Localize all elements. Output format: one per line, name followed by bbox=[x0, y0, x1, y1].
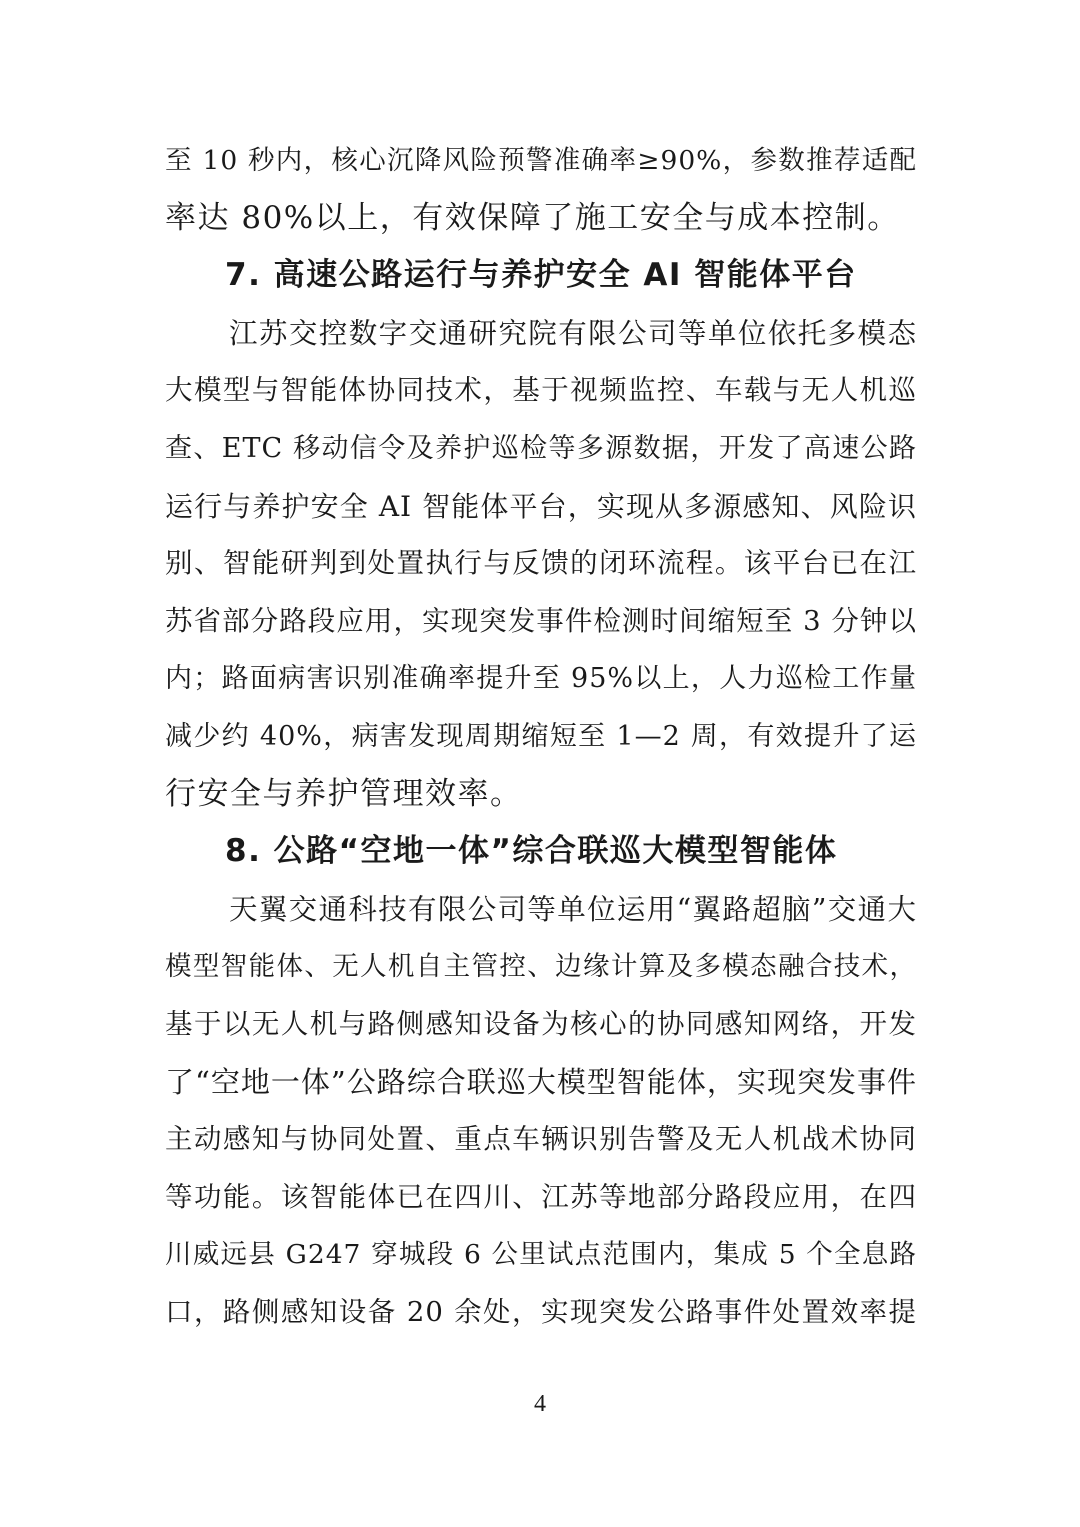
paragraph-line: 天翼交通科技有限公司等单位运用“翼路超脑”交通大 bbox=[229, 892, 917, 926]
paragraph-line: 模型智能体、无人机自主管控、边缘计算及多模态融合技术， bbox=[165, 951, 917, 983]
section-heading-8: 8. 公路“空地一体”综合联巡大模型智能体 bbox=[225, 833, 838, 870]
paragraph-line: 至 10 秒内，核心沉降风险预警准确率≥90%，参数推荐适配 bbox=[165, 145, 917, 176]
paragraph-line: 行安全与养护管理效率。 bbox=[165, 775, 523, 812]
paragraph-line: 查、ETC 移动信令及养护巡检等多源数据，开发了高速公路 bbox=[165, 432, 917, 464]
page-number: 4 bbox=[534, 1391, 546, 1417]
paragraph-line: 主动感知与协同处置、重点车辆识别告警及无人机战术协同 bbox=[165, 1123, 917, 1156]
paragraph-line: 川威远县 G247 穿城段 6 公里试点范围内，集成 5 个全息路 bbox=[165, 1239, 917, 1271]
paragraph-line: 江苏交控数字交通研究院有限公司等单位依托多模态 bbox=[229, 316, 917, 350]
paragraph-line: 口，路侧感知设备 20 余处，实现突发公路事件处置效率提 bbox=[165, 1295, 917, 1328]
paragraph-line: 减少约 40%，病害发现周期缩短至 1—2 周，有效提升了运 bbox=[165, 720, 917, 752]
paragraph-line: 等功能。该智能体已在四川、江苏等地部分路段应用，在四 bbox=[165, 1180, 917, 1213]
paragraph-line: 内；路面病害识别准确率提升至 95%以上，人力巡检工作量 bbox=[165, 663, 917, 695]
paragraph-line: 率达 80%以上，有效保障了施工安全与成本控制。 bbox=[165, 199, 900, 236]
paragraph-line: 基于以无人机与路侧感知设备为核心的协同感知网络，开发 bbox=[165, 1007, 917, 1040]
paragraph-line: 苏省部分路段应用，实现突发事件检测时间缩短至 3 分钟以 bbox=[165, 604, 917, 637]
paragraph-line: 别、智能研判到处置执行与反馈的闭环流程。该平台已在江 bbox=[165, 547, 917, 580]
paragraph-line: 运行与养护安全 AI 智能体平台，实现从多源感知、风险识 bbox=[165, 489, 917, 523]
document-body bbox=[165, 132, 917, 1341]
paragraph-line: 了“空地一体”公路综合联巡大模型智能体，实现突发事件 bbox=[165, 1064, 917, 1099]
section-heading-7: 7. 高速公路运行与养护安全 AI 智能体平台 bbox=[225, 257, 857, 294]
paragraph-line: 大模型与智能体协同技术，基于视频监控、车载与无人机巡 bbox=[165, 374, 917, 407]
